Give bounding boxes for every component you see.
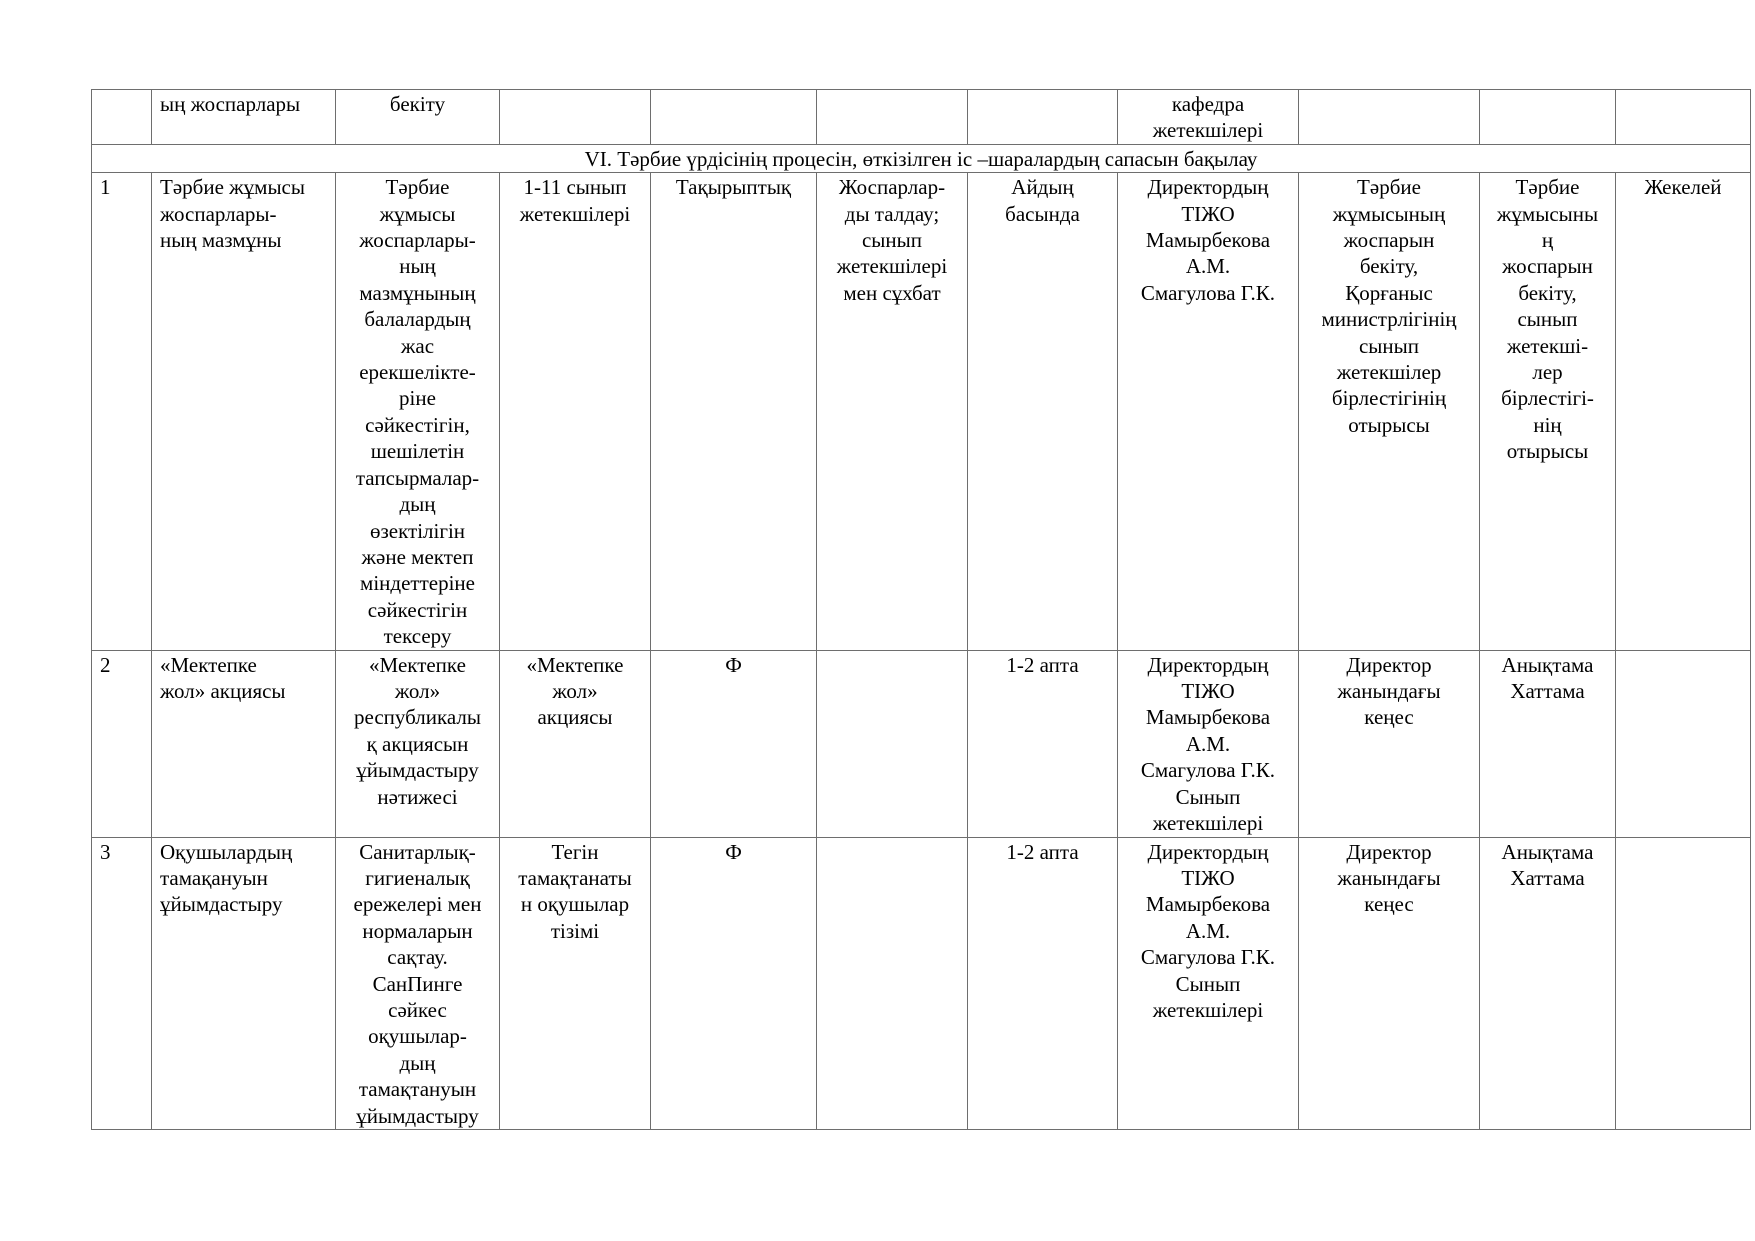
cell-purpose: «Мектепке жол» республикалы қ акциясын ұйымдастыру нәтижесі [336, 650, 500, 837]
cell-review-place [1299, 90, 1480, 145]
cell-responsible: Директордың ТІЖО Мамырбекова А.М. Смагулова Г.К. Сынып жетекшілері [1118, 837, 1299, 1129]
cell-purpose: бекіту [336, 90, 500, 145]
cell-responsible: кафедра жетекшілері [1118, 90, 1299, 145]
cell-decision: Анықтама Хаттама [1480, 837, 1616, 1129]
cell-direction: «Мектепке жол» акциясы [152, 650, 336, 837]
cell-object [500, 90, 651, 145]
cell-method [817, 650, 968, 837]
cell-no: 1 [92, 173, 152, 650]
cell-note [1616, 650, 1751, 837]
cell-timing: Айдың басында [968, 173, 1118, 650]
cell-type: Тақырыптық [651, 173, 817, 650]
cell-no: 3 [92, 837, 152, 1129]
cell-responsible: Директордың ТІЖО Мамырбекова А.М. Смагулова Г.К. [1118, 173, 1299, 650]
cell-purpose: Санитарлық- гигиеналық ережелері мен нормаларын сақтау. СанПинге сәйкес оқушылар- дың тамақтануын ұйымдастыру [336, 837, 500, 1129]
table-row [92, 837, 1751, 1129]
cell-timing: 1-2 апта [968, 837, 1118, 1129]
table-row [92, 173, 1751, 650]
cell-method [817, 837, 968, 1129]
cell-responsible: Директордың ТІЖО Мамырбекова А.М. Смагулова Г.К. Сынып жетекшілері [1118, 650, 1299, 837]
cell-decision: Тәрбие жұмысыны ң жоспарын бекіту, сынып жетекші- лер бірлестігі- нің отырысы [1480, 173, 1616, 650]
cell-review-place: Тәрбие жұмысының жоспарын бекіту, Қорғаныс министрлігінің сынып жетекшілер бірлестігінің отырысы [1299, 173, 1480, 650]
section-header-row [92, 144, 1751, 172]
cell-method: Жоспарлар- ды талдау; сынып жетекшілері мен сұхбат [817, 173, 968, 650]
cell-object: 1-11 сынып жетекшілері [500, 173, 651, 650]
cell-note [1616, 90, 1751, 145]
control-plan-table [91, 89, 1751, 1130]
cell-type [651, 90, 817, 145]
cell-decision: Анықтама Хаттама [1480, 650, 1616, 837]
cell-note: Жекелей [1616, 173, 1751, 650]
cell-purpose: Тәрбие жұмысы жоспарлары- ның мазмұнының балалардың жас ерекшелікте- ріне сәйкестігін, шешілетін тапсырмалар- дың өзектілігін және мектеп міндеттеріне сәйкестігін тексеру [336, 173, 500, 650]
cell-note [1616, 837, 1751, 1129]
cell-object: «Мектепке жол» акциясы [500, 650, 651, 837]
cell-timing: 1-2 апта [968, 650, 1118, 837]
cell-decision [1480, 90, 1616, 145]
cell-direction: Оқушылардың тамақануын ұйымдастыру [152, 837, 336, 1129]
cell-no [92, 90, 152, 145]
cell-type: Ф [651, 837, 817, 1129]
cell-object: Тегін тамақтанаты н оқушылар тізімі [500, 837, 651, 1129]
cell-method [817, 90, 968, 145]
table-row-continued [92, 90, 1751, 145]
cell-review-place: Директор жанындағы кеңес [1299, 837, 1480, 1129]
cell-review-place: Директор жанындағы кеңес [1299, 650, 1480, 837]
cell-direction: Тәрбие жұмысы жоспарлары- ның мазмұны [152, 173, 336, 650]
table-row [92, 650, 1751, 837]
cell-no: 2 [92, 650, 152, 837]
cell-direction: ың жоспарлары [152, 90, 336, 145]
cell-timing [968, 90, 1118, 145]
section-title: VI. Тәрбие үрдісінің процесін, өткізілген іс –шаралардың сапасын бақылау [92, 144, 1751, 172]
cell-type: Ф [651, 650, 817, 837]
